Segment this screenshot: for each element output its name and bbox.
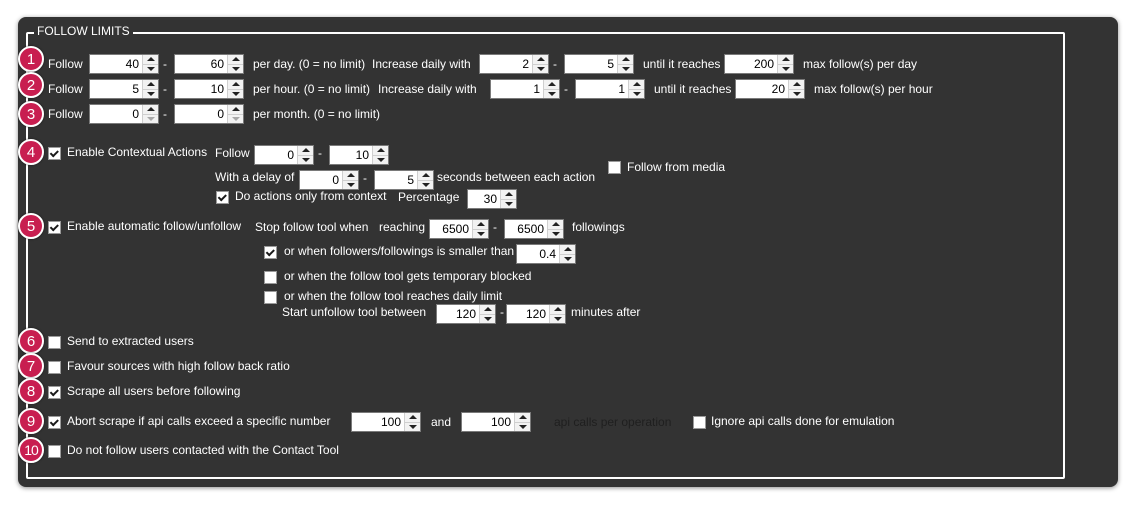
month-to-stepper[interactable] — [174, 104, 244, 124]
ratio-value[interactable]: 0.4 — [539, 247, 556, 261]
hour-to-stepper[interactable] — [174, 79, 244, 99]
up-arrow-icon[interactable] — [501, 190, 516, 199]
month-follow-label: Follow — [48, 107, 83, 121]
extracted-checkbox[interactable] — [48, 336, 61, 349]
up-arrow-icon[interactable] — [405, 413, 420, 422]
down-arrow-icon[interactable] — [629, 89, 644, 99]
stop-follow-label: Stop follow tool when — [255, 220, 369, 234]
minutes-after-label: minutes after — [571, 305, 641, 319]
scrape-all-label: Scrape all users before following — [67, 384, 241, 398]
followings-label: followings — [572, 220, 625, 234]
contextual-delay-to-stepper[interactable] — [374, 170, 434, 190]
day-max-value[interactable]: 200 — [753, 57, 774, 71]
from-media-label: Follow from media — [627, 160, 726, 174]
down-arrow-icon[interactable] — [778, 64, 793, 74]
hour-max-value[interactable]: 20 — [771, 82, 785, 96]
contextual-follow-from-stepper[interactable] — [254, 145, 314, 165]
auto-follow-checkbox[interactable] — [48, 221, 61, 234]
month-from-stepper[interactable] — [89, 104, 159, 124]
unfollow-to-value[interactable]: 120 — [525, 307, 546, 321]
only-context-checkbox[interactable] — [216, 191, 229, 204]
day-from-value[interactable]: 40 — [125, 57, 139, 71]
day-increase-label: Increase daily with — [372, 57, 471, 71]
reach-from-value[interactable]: 6500 — [442, 222, 469, 236]
extracted-label: Send to extracted users — [67, 334, 194, 348]
unfollow-dash: - — [500, 305, 504, 319]
scrape-all-checkbox[interactable] — [48, 386, 61, 399]
down-arrow-icon[interactable] — [143, 64, 158, 74]
contextual-follow-to-value[interactable]: 10 — [355, 148, 369, 162]
down-arrow-icon[interactable] — [373, 155, 388, 165]
day-max-stepper[interactable] — [724, 54, 794, 74]
reach-dash: - — [493, 220, 497, 234]
reaching-label: reaching — [379, 220, 426, 234]
day-per-text: per day. (0 = no limit) — [253, 57, 366, 71]
reach-to-stepper[interactable] — [504, 219, 564, 239]
day-max-label: max follow(s) per day — [803, 57, 918, 71]
abort-to-value[interactable]: 100 — [490, 415, 511, 429]
contact-tool-label: Do not follow users contacted with the Contact Tool — [67, 443, 339, 457]
reach-to-value[interactable]: 6500 — [517, 222, 544, 236]
contextual-follow-dash: - — [318, 146, 322, 160]
percentage-label: Percentage — [398, 190, 460, 204]
hour-to-value[interactable]: 10 — [210, 82, 224, 96]
down-arrow-icon[interactable] — [298, 155, 313, 165]
down-arrow-icon[interactable] — [533, 64, 548, 74]
badge-1: 1 — [18, 46, 44, 72]
check-icon — [49, 417, 58, 426]
contextual-delay-from-stepper[interactable] — [299, 170, 359, 190]
check-icon — [265, 247, 274, 256]
ignore-emulation-checkbox[interactable] — [693, 416, 706, 429]
check-icon — [49, 148, 58, 157]
down-arrow-icon[interactable] — [418, 180, 433, 190]
down-arrow-icon[interactable] — [480, 314, 495, 324]
unfollow-to-stepper[interactable] — [506, 304, 566, 324]
day-follow-label: Follow — [48, 57, 83, 71]
up-arrow-icon[interactable] — [143, 80, 158, 89]
down-arrow-icon[interactable] — [405, 422, 420, 432]
abort-checkbox[interactable] — [48, 416, 61, 429]
temp-blocked-checkbox[interactable] — [264, 271, 277, 284]
contextual-follow-label: Follow — [215, 146, 250, 160]
day-inc-from-stepper[interactable] — [479, 54, 549, 74]
check-icon — [49, 387, 58, 396]
up-arrow-icon[interactable] — [629, 80, 644, 89]
up-arrow-icon[interactable] — [560, 245, 575, 254]
day-dash: - — [163, 57, 167, 71]
down-arrow-icon[interactable] — [548, 229, 563, 239]
up-arrow-icon[interactable] — [373, 146, 388, 155]
badge-6: 6 — [18, 328, 44, 354]
hour-max-label: max follow(s) per hour — [814, 82, 933, 96]
down-arrow-icon[interactable] — [228, 64, 243, 74]
contextual-seconds-label: seconds between each action — [437, 170, 596, 184]
up-arrow-icon[interactable] — [480, 305, 495, 314]
abort-label: Abort scrape if api calls exceed a specific number — [67, 414, 331, 428]
down-arrow-icon[interactable] — [501, 199, 516, 209]
hour-per-text: per hour. (0 = no limit) — [253, 82, 371, 96]
abort-to-stepper[interactable] — [461, 412, 531, 432]
up-arrow-icon[interactable] — [548, 220, 563, 229]
hour-max-stepper[interactable] — [735, 79, 805, 99]
badge-9: 9 — [18, 408, 44, 434]
reach-from-stepper[interactable] — [429, 219, 489, 239]
day-inc-to-stepper[interactable] — [564, 54, 634, 74]
unfollow-from-value[interactable]: 120 — [455, 307, 476, 321]
up-arrow-icon[interactable] — [228, 105, 243, 114]
up-arrow-icon[interactable] — [143, 105, 158, 114]
daily-limit-checkbox[interactable] — [264, 291, 277, 304]
up-arrow-icon[interactable] — [473, 220, 488, 229]
down-arrow-icon[interactable] — [618, 64, 633, 74]
down-arrow-icon[interactable] — [789, 89, 804, 99]
daily-limit-label: or when the follow tool reaches daily limit — [284, 289, 503, 303]
badge-3: 3 — [18, 101, 44, 127]
up-arrow-icon[interactable] — [618, 55, 633, 64]
contextual-label: Enable Contextual Actions — [67, 145, 208, 159]
unfollow-between-label: Start unfollow tool between — [282, 305, 427, 319]
up-arrow-icon[interactable] — [228, 55, 243, 64]
up-arrow-icon[interactable] — [550, 305, 565, 314]
hour-inc-from-value[interactable]: 1 — [533, 82, 540, 96]
day-to-value[interactable]: 60 — [210, 57, 224, 71]
contextual-follow-to-stepper[interactable] — [329, 145, 389, 165]
day-inc-to-value[interactable]: 5 — [607, 57, 614, 71]
down-arrow-icon[interactable] — [560, 254, 575, 264]
hour-dash: - — [163, 82, 167, 96]
badge-4: 4 — [18, 139, 44, 165]
up-arrow-icon[interactable] — [515, 413, 530, 422]
down-arrow-icon[interactable] — [143, 89, 158, 99]
badge-7: 7 — [18, 353, 44, 379]
month-dash: - — [163, 107, 167, 121]
ratio-stepper[interactable] — [516, 244, 576, 264]
favour-label: Favour sources with high follow back ratio — [67, 359, 290, 373]
api-per-op-label: api calls per operation — [554, 415, 672, 429]
day-until-label: until it reaches — [643, 57, 721, 71]
contextual-delay-label: With a delay of — [215, 170, 295, 184]
month-per-text: per month. (0 = no limit) — [253, 107, 381, 121]
day-inc-dash: - — [553, 57, 557, 71]
contextual-delay-to-value[interactable]: 5 — [407, 173, 414, 187]
down-arrow-icon[interactable] — [473, 229, 488, 239]
hour-inc-dash: - — [564, 82, 568, 96]
down-arrow-icon[interactable] — [544, 89, 559, 99]
abort-from-value[interactable]: 100 — [380, 415, 401, 429]
group-title: FOLLOW LIMITS — [34, 24, 133, 39]
day-from-stepper[interactable] — [89, 54, 159, 74]
check-icon — [217, 192, 226, 201]
badge-5: 5 — [18, 213, 44, 239]
down-arrow-icon[interactable] — [228, 89, 243, 99]
up-arrow-icon[interactable] — [228, 80, 243, 89]
auto-follow-label: Enable automatic follow/unfollow — [67, 219, 242, 233]
badge-10: 10 — [18, 437, 44, 463]
hour-inc-from-stepper[interactable] — [490, 79, 560, 99]
up-arrow-icon[interactable] — [533, 55, 548, 64]
down-arrow-icon[interactable] — [343, 180, 358, 190]
down-arrow-icon[interactable] — [515, 422, 530, 432]
only-context-label: Do actions only from context — [235, 189, 387, 203]
down-arrow-icon[interactable] — [228, 114, 243, 124]
badge-8: 8 — [18, 378, 44, 404]
hour-increase-label: Increase daily with — [378, 82, 477, 96]
contextual-delay-from-value[interactable]: 0 — [332, 173, 339, 187]
unfollow-from-stepper[interactable] — [436, 304, 496, 324]
up-arrow-icon[interactable] — [418, 171, 433, 180]
abort-from-stepper[interactable] — [351, 412, 421, 432]
up-arrow-icon[interactable] — [789, 80, 804, 89]
from-media-checkbox[interactable] — [608, 161, 621, 174]
badge-2: 2 — [18, 72, 44, 98]
up-arrow-icon[interactable] — [343, 171, 358, 180]
contact-tool-checkbox[interactable] — [48, 445, 61, 458]
up-arrow-icon[interactable] — [298, 146, 313, 155]
contextual-checkbox[interactable] — [48, 147, 61, 160]
down-arrow-icon[interactable] — [550, 314, 565, 324]
temp-blocked-label: or when the follow tool gets temporary blocked — [284, 269, 532, 283]
check-icon — [49, 222, 58, 231]
hour-inc-to-value[interactable]: 1 — [618, 82, 625, 96]
day-inc-from-value[interactable]: 2 — [522, 57, 529, 71]
down-arrow-icon[interactable] — [143, 114, 158, 124]
percentage-value[interactable]: 30 — [483, 192, 497, 206]
up-arrow-icon[interactable] — [778, 55, 793, 64]
ratio-checkbox[interactable] — [264, 246, 277, 259]
contextual-delay-dash: - — [363, 171, 367, 185]
hour-inc-to-stepper[interactable] — [575, 79, 645, 99]
ignore-emulation-label: Ignore api calls done for emulation — [711, 414, 895, 428]
hour-from-stepper[interactable] — [89, 79, 159, 99]
up-arrow-icon[interactable] — [143, 55, 158, 64]
up-arrow-icon[interactable] — [544, 80, 559, 89]
favour-checkbox[interactable] — [48, 361, 61, 374]
day-to-stepper[interactable] — [174, 54, 244, 74]
hour-until-label: until it reaches — [654, 82, 732, 96]
percentage-stepper[interactable] — [467, 189, 517, 209]
ratio-label: or when followers/followings is smaller than — [284, 244, 515, 258]
hour-follow-label: Follow — [48, 82, 83, 96]
month-from-value[interactable]: 0 — [132, 107, 139, 121]
contextual-follow-from-value[interactable]: 0 — [287, 148, 294, 162]
month-to-value[interactable]: 0 — [217, 107, 224, 121]
abort-and-label: and — [431, 415, 452, 429]
hour-from-value[interactable]: 5 — [132, 82, 139, 96]
